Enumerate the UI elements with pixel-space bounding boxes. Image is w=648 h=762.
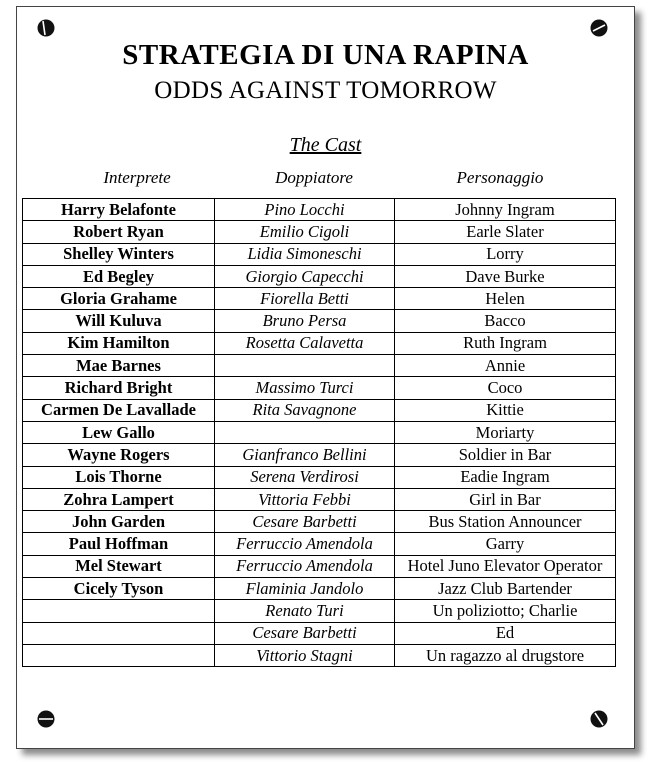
cast-role-cell: Un poliziotto; Charlie [395, 600, 616, 622]
screw-icon [590, 19, 608, 37]
cast-actor-cell: Robert Ryan [23, 221, 215, 243]
table-row [23, 310, 616, 332]
cast-actor-cell: Wayne Rogers [23, 444, 215, 466]
table-row [23, 265, 616, 287]
cast-actor-cell: Kim Hamilton [23, 332, 215, 354]
cast-actor-cell: Carmen De Lavallade [23, 399, 215, 421]
cast-role-cell: Garry [395, 533, 616, 555]
cast-role-cell: Jazz Club Bartender [395, 578, 616, 600]
table-row [23, 600, 616, 622]
screw-icon [590, 710, 608, 728]
cast-role-cell: Earle Slater [395, 221, 616, 243]
cast-actor-cell: Lois Thorne [23, 466, 215, 488]
cast-role-cell: Ed [395, 622, 616, 644]
cast-actor-cell: Mae Barnes [23, 355, 215, 377]
table-row [23, 288, 616, 310]
cast-actor-cell: Gloria Grahame [23, 288, 215, 310]
cast-dubber-cell: Emilio Cigoli [215, 221, 395, 243]
table-row [23, 644, 616, 666]
table-row [23, 243, 616, 265]
screw-icon [37, 710, 55, 728]
cast-dubber-cell: Cesare Barbetti [215, 511, 395, 533]
cast-role-cell: Helen [395, 288, 616, 310]
cast-role-cell: Coco [395, 377, 616, 399]
cast-actor-cell: Ed Begley [23, 265, 215, 287]
table-row [23, 622, 616, 644]
cast-actor-cell: John Garden [23, 511, 215, 533]
screw-icon [37, 19, 55, 37]
cast-dubber-cell: Giorgio Capecchi [215, 265, 395, 287]
column-header-dubber: Doppiatore [275, 168, 353, 187]
cast-dubber-cell: Cesare Barbetti [215, 622, 395, 644]
table-row [23, 221, 616, 243]
table-row [23, 511, 616, 533]
cast-dubber-cell: Massimo Turci [215, 377, 395, 399]
column-header-actor: Interprete [103, 168, 171, 187]
cast-dubber-cell: Gianfranco Bellini [215, 444, 395, 466]
cast-role-cell: Moriarty [395, 421, 616, 443]
cast-dubber-cell: Serena Verdirosi [215, 466, 395, 488]
cast-dubber-cell: Bruno Persa [215, 310, 395, 332]
cast-actor-cell: Will Kuluva [23, 310, 215, 332]
cast-role-cell: Kittie [395, 399, 616, 421]
cast-dubber-cell: Ferruccio Amendola [215, 533, 395, 555]
cast-dubber-cell: Rita Savagnone [215, 399, 395, 421]
cast-actor-cell [23, 600, 215, 622]
cast-dubber-cell: Vittoria Febbi [215, 488, 395, 510]
table-row [23, 421, 616, 443]
cast-actor-cell: Mel Stewart [23, 555, 215, 577]
cast-dubber-cell [215, 421, 395, 443]
cast-actor-cell: Zohra Lampert [23, 488, 215, 510]
cast-dubber-cell: Ferruccio Amendola [215, 555, 395, 577]
cast-role-cell: Hotel Juno Elevator Operator [395, 555, 616, 577]
cast-role-cell: Bacco [395, 310, 616, 332]
table-row [23, 466, 616, 488]
table-row [23, 488, 616, 510]
cast-actor-cell: Shelley Winters [23, 243, 215, 265]
cast-table-body [23, 199, 616, 667]
table-row [23, 399, 616, 421]
cast-actor-cell: Lew Gallo [23, 421, 215, 443]
cast-role-cell: Ruth Ingram [395, 332, 616, 354]
cast-role-cell: Soldier in Bar [395, 444, 616, 466]
cast-actor-cell [23, 622, 215, 644]
table-row [23, 377, 616, 399]
cast-dubber-cell: Rosetta Calavetta [215, 332, 395, 354]
cast-table [22, 198, 616, 667]
table-row [23, 533, 616, 555]
cast-role-cell: Un ragazzo al drugstore [395, 644, 616, 666]
cast-actor-cell [23, 644, 215, 666]
table-row [23, 578, 616, 600]
page-subtitle: ODDS AGAINST TOMORROW [154, 77, 497, 104]
cast-role-cell: Eadie Ingram [395, 466, 616, 488]
cast-dubber-cell: Flaminia Jandolo [215, 578, 395, 600]
cast-actor-cell: Harry Belafonte [23, 199, 215, 221]
cast-dubber-cell: Renato Turi [215, 600, 395, 622]
cast-actor-cell: Paul Hoffman [23, 533, 215, 555]
cast-role-cell: Lorry [395, 243, 616, 265]
cast-actor-cell: Richard Bright [23, 377, 215, 399]
page-title: STRATEGIA DI UNA RAPINA [122, 39, 529, 71]
cast-role-cell: Dave Burke [395, 265, 616, 287]
section-heading: The Cast [289, 134, 362, 156]
cast-role-cell: Bus Station Announcer [395, 511, 616, 533]
table-row [23, 332, 616, 354]
cast-dubber-cell: Fiorella Betti [215, 288, 395, 310]
cast-role-cell: Johnny Ingram [395, 199, 616, 221]
cast-dubber-cell: Vittorio Stagni [215, 644, 395, 666]
table-row [23, 199, 616, 221]
cast-dubber-cell [215, 355, 395, 377]
cast-role-cell: Annie [395, 355, 616, 377]
cast-actor-cell: Cicely Tyson [23, 578, 215, 600]
cast-dubber-cell: Pino Locchi [215, 199, 395, 221]
table-row [23, 355, 616, 377]
table-row [23, 555, 616, 577]
cast-dubber-cell: Lidia Simoneschi [215, 243, 395, 265]
table-row [23, 444, 616, 466]
cast-role-cell: Girl in Bar [395, 488, 616, 510]
column-header-role: Personaggio [456, 168, 544, 187]
cast-plaque [16, 6, 635, 749]
